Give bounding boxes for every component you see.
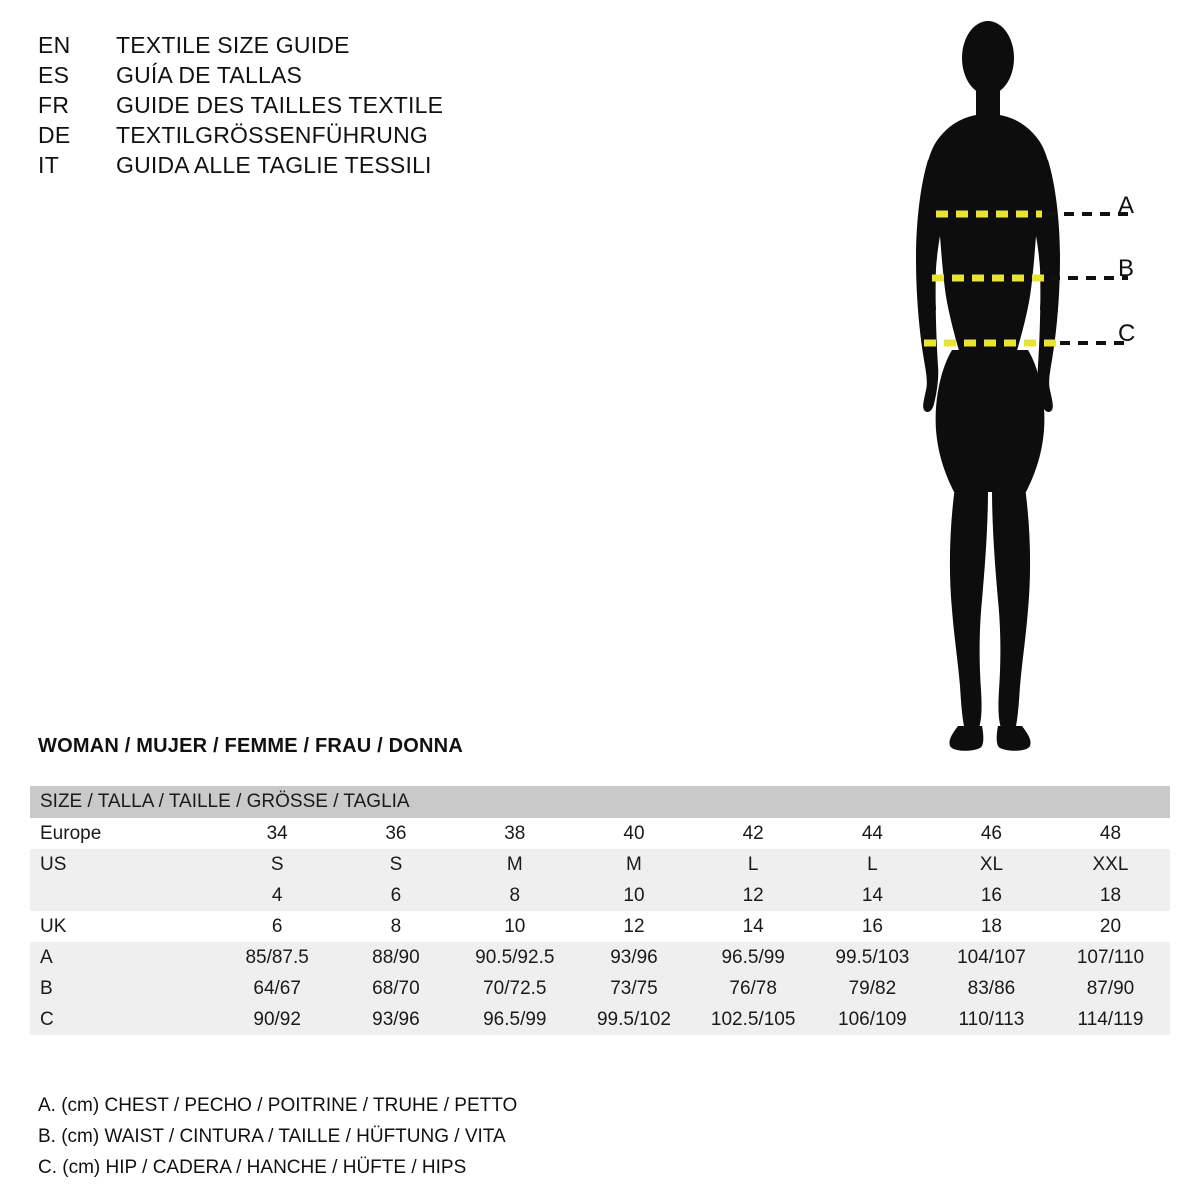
cell: 88/90 [337,942,456,973]
row-label: US [30,849,218,880]
cell: 4 [218,880,337,911]
cell: 8 [337,911,456,942]
row-label: B [30,973,218,1004]
measure-letter-c: C [1118,320,1136,347]
cell: 107/110 [1051,942,1170,973]
cell: 110/113 [932,1004,1051,1035]
cell: 68/70 [337,973,456,1004]
cell: S [337,849,456,880]
title-text: TEXTILGRÖSSENFÜHRUNG [116,122,428,148]
legend-line-hip: C. (cm) HIP / CADERA / HANCHE / HÜFTE / HIPS [38,1157,467,1178]
cell: 18 [1051,880,1170,911]
table-row [30,880,1170,911]
title-row [38,90,658,120]
cell: 38 [455,818,574,849]
cell: 114/119 [1051,1004,1170,1035]
cell: 73/75 [574,973,693,1004]
cell: 79/82 [813,973,932,1004]
table-row [30,942,1170,973]
cell: 102.5/105 [694,1004,813,1035]
measure-letter-a: A [1118,192,1135,219]
table-row [30,1004,1170,1035]
title-row [38,60,658,90]
measure-letter-labels [1118,0,1178,750]
cell: 44 [813,818,932,849]
title-lang-code: ES [38,62,70,88]
table-header-row [30,786,1170,818]
cell: 10 [574,880,693,911]
title-lang-code: IT [38,152,60,178]
cell: 14 [694,911,813,942]
cell: 14 [813,880,932,911]
cell: 99.5/103 [813,942,932,973]
cell: 12 [694,880,813,911]
title-text: GUIDA ALLE TAGLIE TESSILI [116,152,432,178]
legend-block [38,1090,738,1183]
cell: 36 [337,818,456,849]
cell: 90.5/92.5 [455,942,574,973]
cell: 34 [218,818,337,849]
title-block [38,30,658,180]
section-heading-woman: WOMAN / MUJER / FEMME / FRAU / DONNA [38,735,463,757]
cell: XXL [1051,849,1170,880]
cell: 85/87.5 [218,942,337,973]
cell: 64/67 [218,973,337,1004]
cell: 104/107 [932,942,1051,973]
table-row [30,849,1170,880]
table-row [30,973,1170,1004]
title-text: GUÍA DE TALLAS [116,62,303,88]
cell: 48 [1051,818,1170,849]
cell: XL [932,849,1051,880]
title-text: TEXTILE SIZE GUIDE [116,32,350,58]
cell: 87/90 [1051,973,1170,1004]
title-lang-code: EN [38,32,71,58]
cell: 10 [455,911,574,942]
cell: M [455,849,574,880]
cell: L [813,849,932,880]
cell: 6 [218,911,337,942]
cell: 76/78 [694,973,813,1004]
row-label [30,880,218,911]
cell: 20 [1051,911,1170,942]
cell: 96.5/99 [455,1004,574,1035]
measure-letter-b: B [1118,255,1135,282]
cell: 99.5/102 [574,1004,693,1035]
cell: 42 [694,818,813,849]
row-label: C [30,1004,218,1035]
cell: S [218,849,337,880]
title-lang-code: FR [38,92,70,118]
row-label: A [30,942,218,973]
cell: 93/96 [337,1004,456,1035]
table-header-cell: SIZE / TALLA / TAILLE / GRÖSSE / TAGLIA [30,786,1170,818]
cell: 6 [337,880,456,911]
cell: 90/92 [218,1004,337,1035]
body-silhouette [916,21,1060,751]
row-label: UK [30,911,218,942]
legend-line-chest: A. (cm) CHEST / PECHO / POITRINE / TRUHE / PETTO [38,1095,518,1116]
cell: 12 [574,911,693,942]
cell: M [574,849,693,880]
cell: 8 [455,880,574,911]
cell: 83/86 [932,973,1051,1004]
cell: 70/72.5 [455,973,574,1004]
legend-line-waist: B. (cm) WAIST / CINTURA / TAILLE / HÜFTUNG / VITA [38,1126,506,1147]
title-lang-code: DE [38,122,71,148]
cell: 40 [574,818,693,849]
title-text: GUIDE DES TAILLES TEXTILE [116,92,444,118]
row-label: Europe [30,818,218,849]
table-row [30,818,1170,849]
cell: 96.5/99 [694,942,813,973]
cell: 16 [813,911,932,942]
title-row [38,30,658,60]
cell: 46 [932,818,1051,849]
table-row [30,911,1170,942]
cell: 16 [932,880,1051,911]
title-row [38,120,658,150]
cell: 18 [932,911,1051,942]
cell: L [694,849,813,880]
cell: 106/109 [813,1004,932,1035]
size-table [30,786,1170,1035]
title-row [38,150,658,180]
cell: 93/96 [574,942,693,973]
